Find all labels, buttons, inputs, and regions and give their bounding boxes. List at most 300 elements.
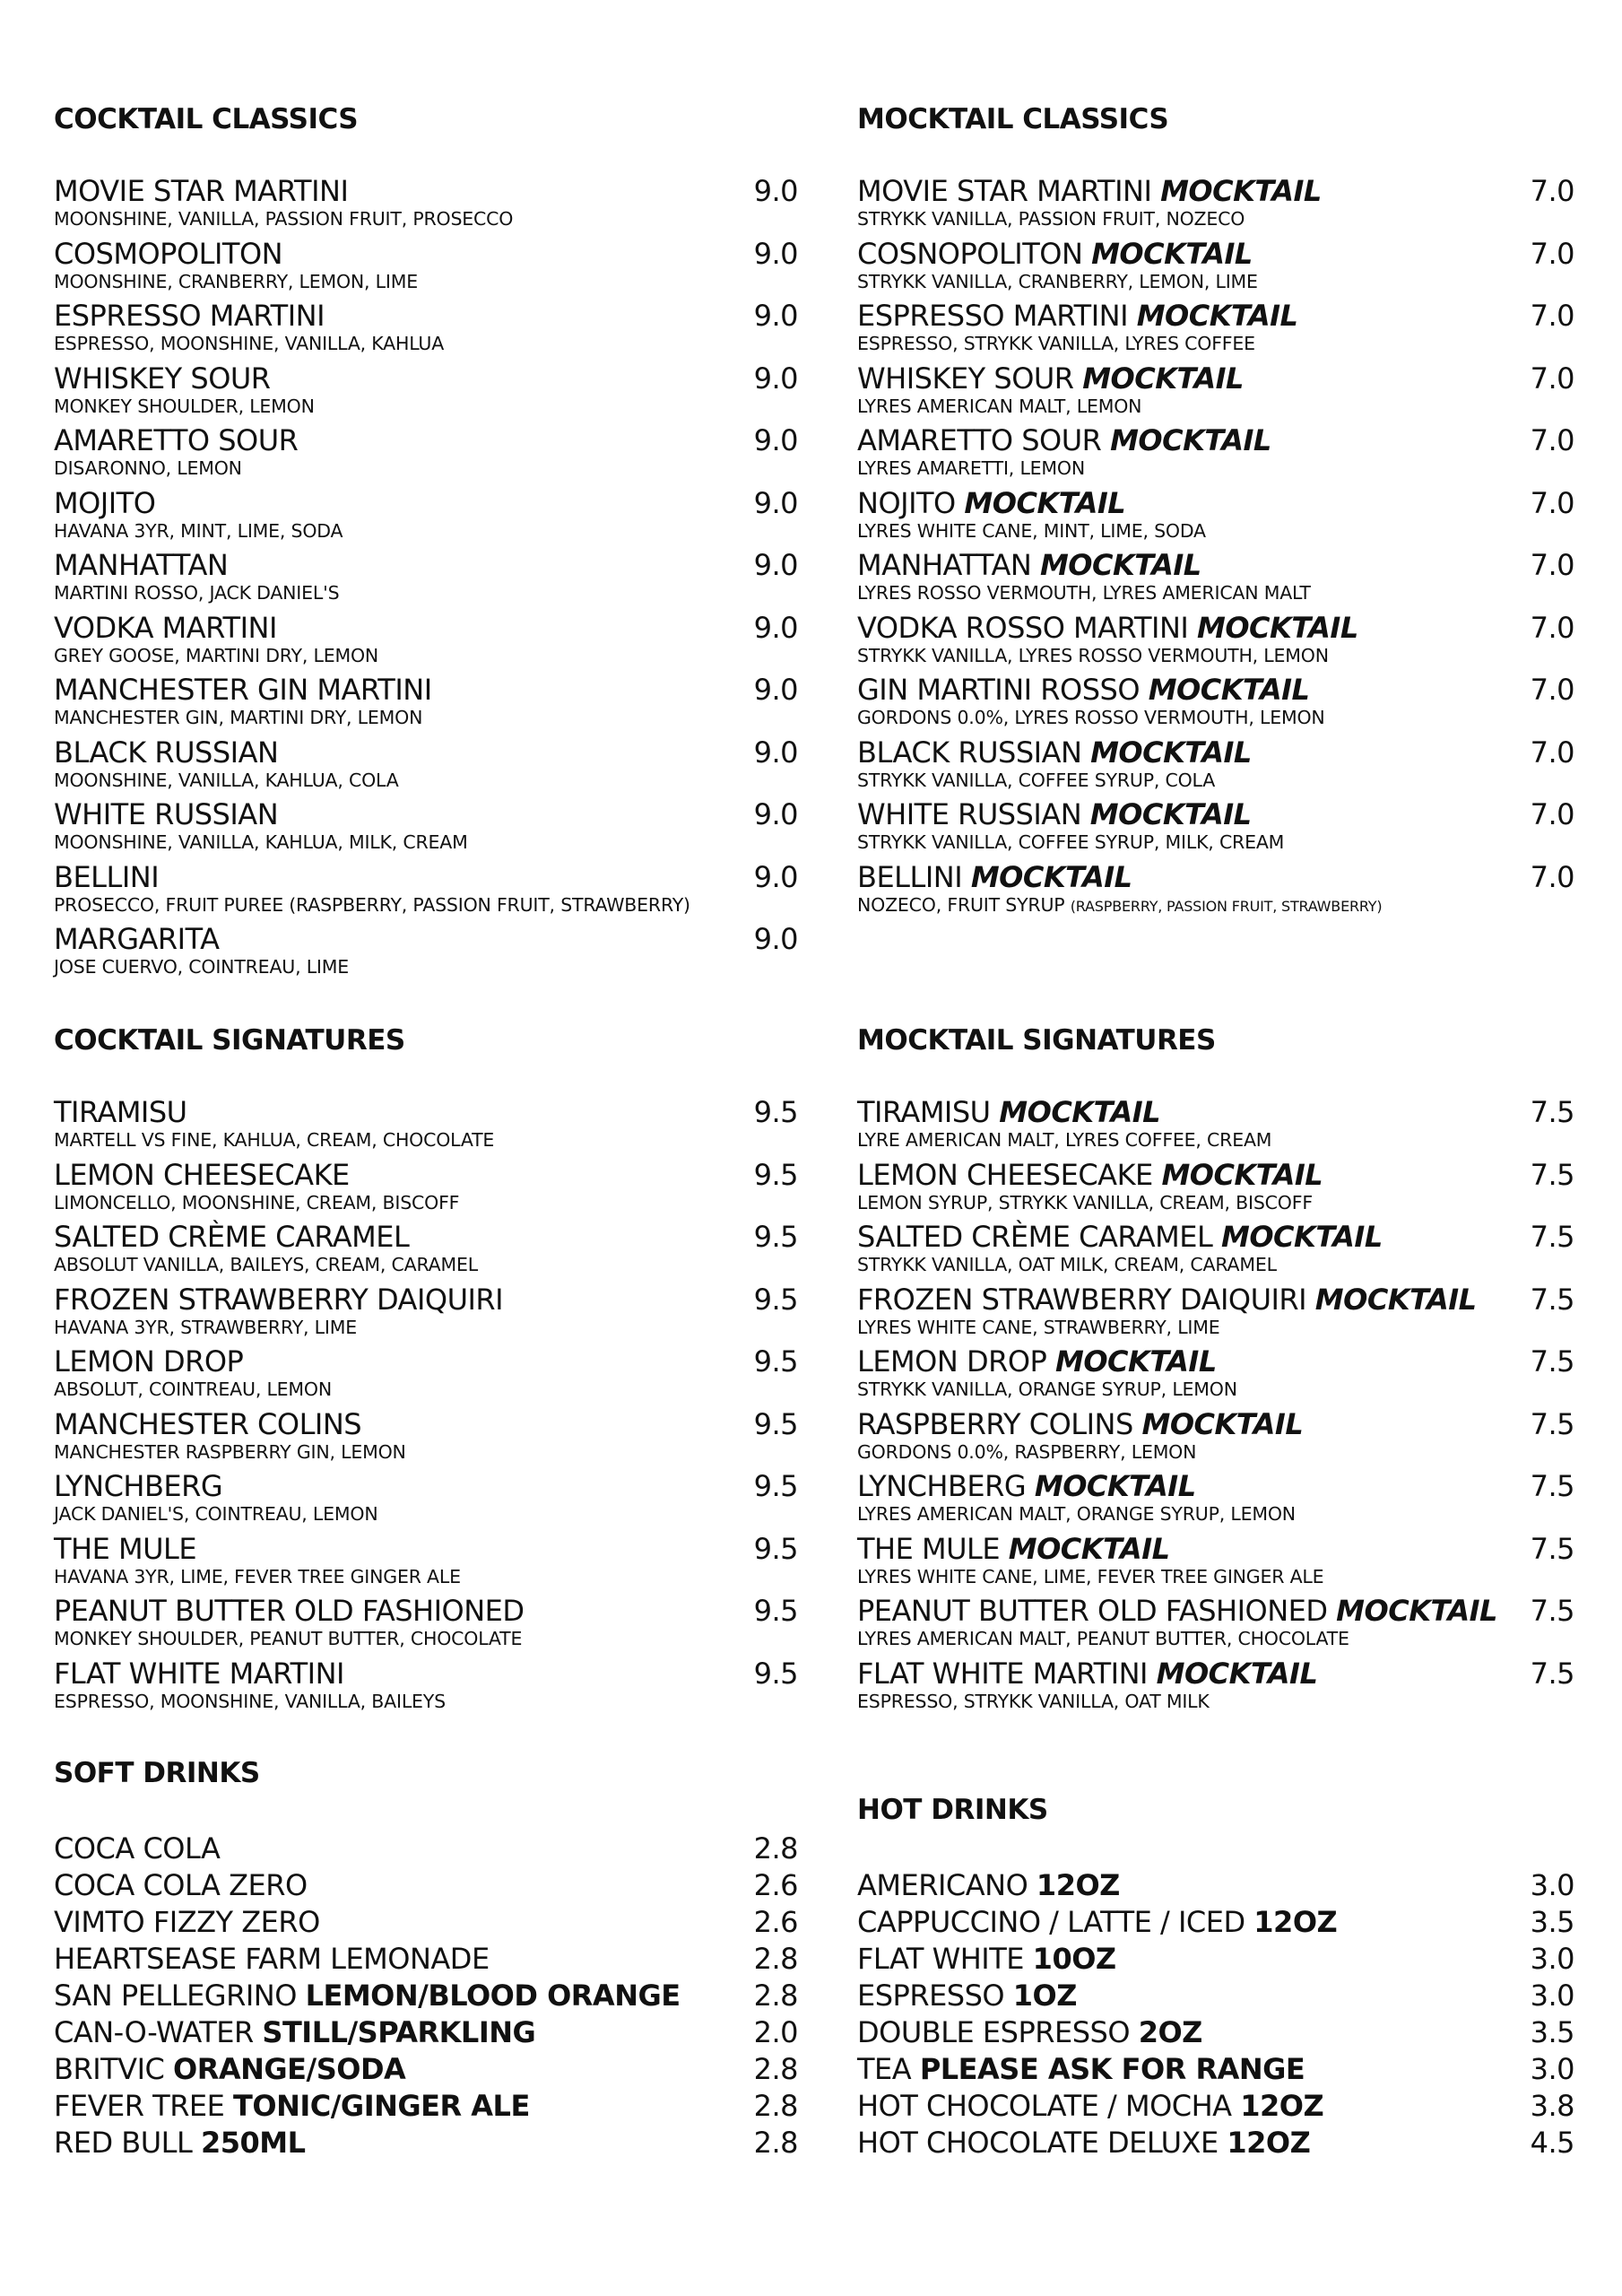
item-description: STRYKK VANILLA, COFFEE SYRUP, COLA <box>857 769 1216 791</box>
item-description-line <box>54 955 798 978</box>
section-heading: HOT DRINKS <box>857 1794 1048 1826</box>
item-description: STRYKK VANILLA, PASSION FRUIT, NOZECO <box>857 208 1245 230</box>
item-name: WHITE RUSSIAN <box>857 797 1082 831</box>
item-name: VODKA ROSSO MARTINI <box>857 610 1189 645</box>
item-price: 7.0 <box>1530 236 1574 271</box>
item-description: ESPRESSO, STRYKK VANILLA, LYRES COFFEE <box>857 333 1255 354</box>
item-name: TIRAMISU <box>857 1095 991 1129</box>
item-description: GORDONS 0.0%, RASPBERRY, LEMON <box>857 1440 1197 1463</box>
menu-item <box>54 859 798 922</box>
item-description: MOONSHINE, VANILLA, KAHLUA, COLA <box>54 769 399 791</box>
item-description-line <box>857 457 1574 480</box>
mocktail-tag: MOCKTAIL <box>1336 1594 1497 1628</box>
menu-item <box>54 1282 798 1344</box>
item-name: MOJITO <box>54 485 156 520</box>
drink-name-line <box>857 2014 1574 2051</box>
drink-name: DOUBLE ESPRESSO <box>857 2015 1131 2049</box>
section-heading: COCKTAIL SIGNATURES <box>54 1024 405 1057</box>
drink-price: 2.8 <box>753 2089 798 2123</box>
item-name: THE MULE <box>54 1531 197 1566</box>
item-description: ESPRESSO, MOONSHINE, VANILLA, BAILEYS <box>54 1690 446 1712</box>
item-price: 9.5 <box>753 1656 798 1691</box>
drink-price: 3.0 <box>1530 1942 1574 1976</box>
item-price: 9.0 <box>753 236 798 271</box>
menu-item <box>857 361 1574 423</box>
drink-variant: 250ML <box>200 2126 306 2160</box>
drink-name: AMERICANO <box>857 1868 1028 1902</box>
mocktail-tag: MOCKTAIL <box>1148 673 1310 707</box>
menu-item <box>857 547 1574 610</box>
item-name-line <box>54 1656 798 1692</box>
item-price: 7.5 <box>1530 1406 1574 1441</box>
drink-row <box>54 2014 798 2051</box>
item-price: 7.0 <box>1530 797 1574 831</box>
drink-name: HOT CHOCOLATE / MOCHA <box>857 2089 1232 2123</box>
item-description: JACK DANIEL'S, COINTREAU, LEMON <box>54 1503 378 1525</box>
item-list <box>54 173 798 984</box>
drink-price: 2.0 <box>753 2015 798 2049</box>
drink-name-line <box>54 1978 798 2014</box>
drink-name: FEVER TREE <box>54 2089 225 2123</box>
item-description-line <box>54 207 798 230</box>
drink-row <box>857 1904 1574 1941</box>
item-name: FLAT WHITE MARTINI <box>857 1656 1148 1691</box>
drink-variant: 12OZ <box>1036 1868 1120 1902</box>
item-name-line <box>857 1282 1574 1318</box>
menu-item <box>54 610 798 673</box>
item-list <box>857 1867 1574 2161</box>
item-name-line <box>54 236 798 272</box>
item-description-line <box>857 1690 1574 1713</box>
item-name-line <box>54 547 798 583</box>
mocktail-tag: MOCKTAIL <box>1008 1531 1170 1566</box>
item-name-line <box>857 361 1574 396</box>
item-description-line <box>54 1378 798 1401</box>
menu-item <box>857 485 1574 548</box>
item-description: MOONSHINE, VANILLA, KAHLUA, MILK, CREAM <box>54 831 468 853</box>
drink-name-line <box>54 2051 798 2088</box>
item-description: LIMONCELLO, MOONSHINE, CREAM, BISCOFF <box>54 1191 460 1213</box>
item-name: WHISKEY SOUR <box>54 361 271 396</box>
menu-item <box>54 422 798 485</box>
item-name: WHISKEY SOUR <box>857 361 1074 396</box>
drink-price: 3.0 <box>1530 2052 1574 2086</box>
item-name-line <box>54 1282 798 1318</box>
menu-item <box>857 236 1574 299</box>
mocktail-tag: MOCKTAIL <box>1082 361 1244 396</box>
menu-item <box>54 796 798 859</box>
drink-price: 3.0 <box>1530 1979 1574 2013</box>
drink-name-line <box>54 1904 798 1941</box>
item-description: ABSOLUT, COINTREAU, LEMON <box>54 1378 332 1400</box>
item-description: HAVANA 3YR, LIME, FEVER TREE GINGER ALE <box>54 1565 461 1587</box>
item-name: AMARETTO SOUR <box>54 423 299 457</box>
menu-item <box>54 485 798 548</box>
item-description-line <box>54 644 798 667</box>
drink-variant: ORANGE/SODA <box>173 2052 406 2086</box>
item-description-line <box>54 1502 798 1526</box>
item-price: 7.5 <box>1530 1157 1574 1192</box>
item-name-line <box>857 1406 1574 1442</box>
item-name: SALTED CRÈME CARAMEL <box>54 1220 410 1254</box>
item-price: 9.0 <box>753 299 798 333</box>
drink-row <box>54 2088 798 2125</box>
drink-price: 3.8 <box>1530 2089 1574 2123</box>
drink-name-line <box>857 2051 1574 2088</box>
mocktail-tag: MOCKTAIL <box>1141 1406 1304 1441</box>
item-name: LYNCHBERG <box>857 1469 1027 1503</box>
item-name-line <box>857 1219 1574 1255</box>
drink-row <box>857 1978 1574 2014</box>
item-name: RASPBERRY COLINS <box>857 1406 1133 1441</box>
menu-item <box>857 1219 1574 1282</box>
item-price: 7.5 <box>1530 1282 1574 1317</box>
drink-variant: LEMON/BLOOD ORANGE <box>305 1979 681 2013</box>
item-price: 7.0 <box>1530 423 1574 457</box>
item-description: MONKEY SHOULDER, LEMON <box>54 395 315 417</box>
item-description: STRYKK VANILLA, CRANBERRY, LEMON, LIME <box>857 270 1258 292</box>
item-description-line <box>54 1690 798 1713</box>
menu-item <box>54 1219 798 1282</box>
item-name-line <box>857 796 1574 832</box>
drink-price: 3.5 <box>1530 2015 1574 2049</box>
item-name: BELLINI <box>857 859 963 894</box>
drink-variant: 12OZ <box>1253 1905 1338 1939</box>
item-name: LYNCHBERG <box>54 1469 223 1503</box>
item-description: DISARONNO, LEMON <box>54 457 242 479</box>
drink-row <box>54 2125 798 2161</box>
item-description-line <box>857 1627 1574 1650</box>
item-description: STRYKK VANILLA, LYRES ROSSO VERMOUTH, LEMON <box>857 644 1329 666</box>
menu-item <box>857 796 1574 859</box>
drink-name-line <box>54 2014 798 2051</box>
item-name-line <box>857 672 1574 708</box>
item-description-line <box>54 1565 798 1588</box>
item-description: NOZECO, FRUIT SYRUP <box>857 893 1065 916</box>
item-name: GIN MARTINI ROSSO <box>857 673 1141 707</box>
mocktail-tag: MOCKTAIL <box>964 485 1126 520</box>
item-name: VODKA MARTINI <box>54 610 277 645</box>
drink-name-line <box>54 1941 798 1978</box>
drink-price: 2.8 <box>753 1831 798 1866</box>
item-description: LYRES AMERICAN MALT, LEMON <box>857 395 1142 417</box>
item-description: MARTELL VS FINE, KAHLUA, CREAM, CHOCOLATE <box>54 1129 495 1151</box>
drink-row <box>857 1867 1574 1904</box>
item-description-line <box>857 332 1574 355</box>
menu-item <box>54 1656 798 1718</box>
soft-drinks-section <box>54 1755 798 2161</box>
item-price: 7.0 <box>1530 299 1574 333</box>
drink-variant: PLEASE ASK FOR RANGE <box>919 2052 1305 2086</box>
item-price: 9.0 <box>753 361 798 396</box>
item-description: MOONSHINE, VANILLA, PASSION FRUIT, PROSECCO <box>54 208 514 230</box>
drink-row <box>857 2051 1574 2088</box>
mocktail-tag: MOCKTAIL <box>970 859 1132 894</box>
menu-item <box>857 1593 1574 1656</box>
item-description-line <box>857 1378 1574 1401</box>
menu-item <box>54 1344 798 1406</box>
item-name-line <box>54 796 798 832</box>
item-description-line <box>54 893 798 917</box>
item-description: ESPRESSO, MOONSHINE, VANILLA, KAHLUA <box>54 333 445 354</box>
item-description-line <box>54 332 798 355</box>
item-description-line <box>54 1191 798 1214</box>
item-name-line <box>54 735 798 770</box>
item-name: ESPRESSO MARTINI <box>857 299 1129 333</box>
item-name-line <box>54 1468 798 1504</box>
drink-name: SAN PELLEGRINO <box>54 1979 297 2013</box>
item-description-line <box>54 1627 798 1650</box>
item-description: MANCHESTER RASPBERRY GIN, LEMON <box>54 1440 406 1463</box>
mocktail-tag: MOCKTAIL <box>1090 735 1252 770</box>
drink-name: COCA COLA <box>54 1831 221 1866</box>
item-price: 7.0 <box>1530 548 1574 582</box>
drink-price: 3.5 <box>1530 1905 1574 1939</box>
item-price: 7.5 <box>1530 1220 1574 1254</box>
cocktail-signatures-section <box>54 1022 798 1718</box>
item-price: 7.0 <box>1530 174 1574 208</box>
item-description-line <box>54 831 798 854</box>
item-name: AMARETTO SOUR <box>857 423 1102 457</box>
menu-item <box>857 422 1574 485</box>
drink-row <box>857 2088 1574 2125</box>
item-name-line <box>857 1531 1574 1567</box>
item-price: 9.0 <box>753 797 798 831</box>
drink-price: 2.8 <box>753 2126 798 2160</box>
menu-item <box>857 1406 1574 1469</box>
menu-item <box>54 1531 798 1594</box>
item-price: 9.0 <box>753 423 798 457</box>
drink-name-line <box>54 1867 798 1904</box>
menu-item <box>857 859 1574 922</box>
item-description-line <box>857 1316 1574 1339</box>
item-name: MANHATTAN <box>857 548 1032 582</box>
item-description: STRYKK VANILLA, COFFEE SYRUP, MILK, CREAM <box>857 831 1285 853</box>
drink-row <box>54 2051 798 2088</box>
item-name: THE MULE <box>857 1531 1001 1566</box>
menu-item <box>54 361 798 423</box>
item-price: 9.0 <box>753 485 798 520</box>
item-price: 7.5 <box>1530 1531 1574 1566</box>
drink-name-line <box>54 2125 798 2161</box>
menu-item <box>857 173 1574 236</box>
item-name-line <box>857 298 1574 334</box>
drink-row <box>54 1904 798 1941</box>
section-heading: MOCKTAIL CLASSICS <box>857 103 1169 135</box>
mocktail-tag: MOCKTAIL <box>1196 610 1358 645</box>
drink-name: COCA COLA ZERO <box>54 1868 308 1902</box>
item-name-line <box>857 173 1574 209</box>
drink-variant: 10OZ <box>1032 1942 1116 1976</box>
item-description: LYRES ROSSO VERMOUTH, LYRES AMERICAN MALT <box>857 582 1311 604</box>
drink-row <box>54 1941 798 1978</box>
menu-item <box>54 236 798 299</box>
item-description-line <box>54 1316 798 1339</box>
drink-price: 2.6 <box>753 1905 798 1939</box>
drink-name-line <box>857 1941 1574 1978</box>
drink-variant: 2OZ <box>1138 2015 1202 2049</box>
item-description-line <box>857 207 1574 230</box>
item-price: 9.5 <box>753 1469 798 1503</box>
item-name-line <box>54 298 798 334</box>
drink-variant: 12OZ <box>1227 2126 1311 2160</box>
menu-item <box>857 1282 1574 1344</box>
item-description-line <box>857 1253 1574 1276</box>
item-name-line <box>857 610 1574 646</box>
drink-price: 2.8 <box>753 2052 798 2086</box>
item-description-line <box>54 457 798 480</box>
item-description: LYRES WHITE CANE, MINT, LIME, SODA <box>857 519 1206 542</box>
item-name-line <box>54 1531 798 1567</box>
item-name-line <box>857 547 1574 583</box>
item-price: 9.5 <box>753 1406 798 1441</box>
item-description-line <box>857 1565 1574 1588</box>
item-description-line <box>54 581 798 604</box>
item-price: 9.5 <box>753 1220 798 1254</box>
drink-name: FLAT WHITE <box>857 1942 1024 1976</box>
drink-name-line <box>857 2125 1574 2161</box>
item-description-note: (RASPBERRY, PASSION FRUIT, STRAWBERRY) <box>1070 897 1383 915</box>
item-name-line <box>857 859 1574 895</box>
menu-item <box>857 1344 1574 1406</box>
item-name: LEMON CHEESECAKE <box>857 1157 1153 1192</box>
drink-name: ESPRESSO <box>857 1979 1005 2013</box>
item-name: LEMON DROP <box>857 1344 1047 1378</box>
item-description-line <box>857 395 1574 418</box>
menu-item <box>857 1468 1574 1531</box>
item-price: 9.5 <box>753 1594 798 1628</box>
mocktail-tag: MOCKTAIL <box>1314 1282 1477 1317</box>
mocktail-tag: MOCKTAIL <box>1054 1344 1217 1378</box>
mocktail-tag: MOCKTAIL <box>1156 1656 1318 1691</box>
menu-item <box>857 735 1574 797</box>
menu-item <box>857 1157 1574 1220</box>
item-description-line <box>857 706 1574 729</box>
drink-name: RED BULL <box>54 2126 193 2160</box>
drink-price: 2.8 <box>753 1979 798 2013</box>
drink-name: TEA <box>857 2052 912 2086</box>
item-description-line <box>54 270 798 293</box>
item-description-line <box>54 1440 798 1464</box>
item-description: LYRES AMERICAN MALT, ORANGE SYRUP, LEMON <box>857 1503 1296 1525</box>
item-description: HAVANA 3YR, STRAWBERRY, LIME <box>54 1316 357 1338</box>
item-description-line <box>54 769 798 792</box>
item-description: LYRES WHITE CANE, STRAWBERRY, LIME <box>857 1316 1220 1338</box>
menu-item <box>54 921 798 984</box>
item-price: 9.0 <box>753 735 798 770</box>
item-name-line <box>857 735 1574 770</box>
item-price: 9.0 <box>753 610 798 645</box>
item-description-line <box>857 644 1574 667</box>
item-description: MONKEY SHOULDER, PEANUT BUTTER, CHOCOLATE <box>54 1628 523 1649</box>
item-name: LEMON CHEESECAKE <box>54 1157 350 1192</box>
item-name: MARGARITA <box>54 922 220 956</box>
mocktail-tag: MOCKTAIL <box>1161 1157 1323 1192</box>
item-description: LYRES WHITE CANE, LIME, FEVER TREE GINGER ALE <box>857 1565 1324 1587</box>
item-name-line <box>54 361 798 396</box>
menu-item <box>857 610 1574 673</box>
item-list <box>54 1094 798 1718</box>
item-description: STRYKK VANILLA, ORANGE SYRUP, LEMON <box>857 1378 1237 1400</box>
item-name-line <box>54 859 798 895</box>
item-description: LYRES AMERICAN MALT, PEANUT BUTTER, CHOCOLATE <box>857 1628 1349 1649</box>
item-name: PEANUT BUTTER OLD FASHIONED <box>857 1594 1328 1628</box>
item-name-line <box>54 485 798 521</box>
item-name: COSNOPOLITON <box>857 236 1083 271</box>
item-name-line <box>857 1656 1574 1692</box>
mocktail-tag: MOCKTAIL <box>1110 423 1271 457</box>
item-price: 9.5 <box>753 1282 798 1317</box>
item-description-line <box>857 831 1574 854</box>
item-name-line <box>54 422 798 458</box>
item-name-line <box>54 1219 798 1255</box>
mocktail-tag: MOCKTAIL <box>1034 1469 1196 1503</box>
drink-name-line <box>857 2088 1574 2125</box>
item-name: MANHATTAN <box>54 548 229 582</box>
item-name: WHITE RUSSIAN <box>54 797 279 831</box>
item-description-line <box>857 1191 1574 1214</box>
drink-variant: STILL/SPARKLING <box>262 2015 536 2049</box>
drink-price: 2.8 <box>753 1942 798 1976</box>
menu-item <box>54 1157 798 1220</box>
item-name: TIRAMISU <box>54 1095 187 1129</box>
item-name: MANCHESTER COLINS <box>54 1406 362 1441</box>
mocktail-tag: MOCKTAIL <box>999 1095 1160 1129</box>
section-heading: SOFT DRINKS <box>54 1757 260 1789</box>
item-description-line <box>54 395 798 418</box>
item-description: ESPRESSO, STRYKK VANILLA, OAT MILK <box>857 1690 1210 1712</box>
item-price: 7.0 <box>1530 673 1574 707</box>
item-name: MOVIE STAR MARTINI <box>857 174 1152 208</box>
item-description: GORDONS 0.0%, LYRES ROSSO VERMOUTH, LEMON <box>857 707 1325 728</box>
item-price: 9.0 <box>753 174 798 208</box>
item-name: BLACK RUSSIAN <box>857 735 1082 770</box>
hot-drinks-section <box>857 1792 1574 2161</box>
drink-row <box>857 1941 1574 1978</box>
mocktail-signatures-section <box>857 1022 1574 1718</box>
cocktail-classics-section <box>54 101 798 984</box>
menu-item <box>54 173 798 236</box>
item-price: 7.0 <box>1530 485 1574 520</box>
drink-name: HEARTSEASE FARM LEMONADE <box>54 1942 490 1976</box>
item-name: BLACK RUSSIAN <box>54 735 279 770</box>
drink-name: HOT CHOCOLATE DELUXE <box>857 2126 1219 2160</box>
section-heading: MOCKTAIL SIGNATURES <box>857 1024 1216 1057</box>
item-name-line <box>54 1593 798 1629</box>
item-price: 9.0 <box>753 548 798 582</box>
drink-name-line <box>54 2088 798 2125</box>
drink-variant: 1OZ <box>1012 1979 1077 2013</box>
drink-row <box>54 1831 798 1867</box>
mocktail-tag: MOCKTAIL <box>1220 1220 1383 1254</box>
menu-item <box>857 1094 1574 1157</box>
drink-name: BRITVIC <box>54 2052 165 2086</box>
item-price: 7.0 <box>1530 735 1574 770</box>
item-price: 7.5 <box>1530 1344 1574 1378</box>
item-name-line <box>857 1157 1574 1193</box>
item-description-line <box>857 519 1574 543</box>
drink-price: 3.0 <box>1530 1868 1574 1902</box>
item-name-line <box>857 1344 1574 1379</box>
item-price: 9.5 <box>753 1095 798 1129</box>
item-name: LEMON DROP <box>54 1344 244 1378</box>
item-name-line <box>54 610 798 646</box>
item-price: 7.0 <box>1530 361 1574 396</box>
drink-row <box>54 1867 798 1904</box>
item-name-line <box>54 1344 798 1379</box>
item-name-line <box>857 236 1574 272</box>
drink-price: 2.6 <box>753 1868 798 1902</box>
